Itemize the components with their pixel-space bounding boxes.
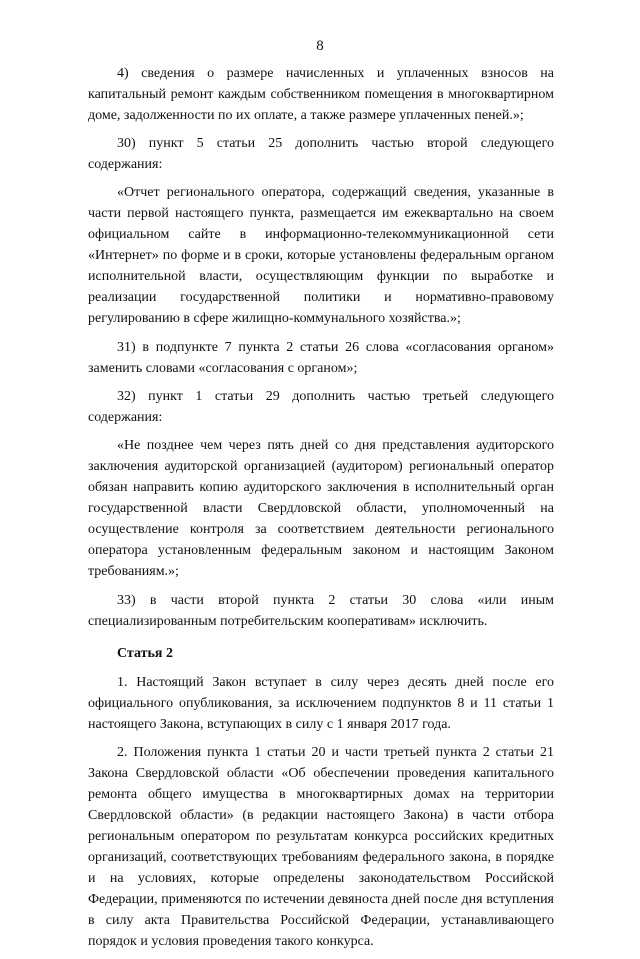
paragraph-quote-audit: «Не позднее чем через пять дней со дня представления аудиторского заключения аудиторской организацией (аудитором) региональный оператор обязан направить копию аудиторского заключения в исполнительный орган государственной власти Свердловской области, уполномоченный на осуществление контроля за соответствием деятельности регионального оператора установленным федеральным законом и настоящим Законом требованиям.»; bbox=[88, 438, 554, 579]
paragraph-amendment-32: 32) пункт 1 статьи 29 дополнить частью третьей следующего содержания: bbox=[88, 389, 554, 425]
document-body bbox=[88, 63, 554, 959]
paragraph-amendment-30: 30) пункт 5 статьи 25 дополнить частью второй следующего содержания: bbox=[88, 136, 554, 172]
paragraph-item-4-info: 4) сведения о размере начисленных и уплаченных взносов на капитальный ремонт каждым собственником помещения в многоквартирном доме, задолженности по их оплате, а также размере уплаченных пеней.»; bbox=[88, 66, 554, 123]
paragraph-amendment-31: 31) в подпункте 7 пункта 2 статьи 26 слова «согласования органом» заменить словами «согласования с органом»; bbox=[88, 340, 554, 376]
page-number: 8 bbox=[316, 38, 324, 54]
article-heading: Статья 2 bbox=[117, 646, 173, 661]
paragraph-article2-clause1: 1. Настоящий Закон вступает в силу через десять дней после его официального опубликования, за исключением подпунктов 8 и 11 статьи 1 настоящего Закона, вступающих в силу с 1 января 2017 года. bbox=[88, 675, 554, 732]
paragraph-amendment-33: 33) в части второй пункта 2 статьи 30 слова «или иным специализированным потребительским кооперативам» исключить. bbox=[88, 593, 554, 629]
paragraph-article2-clause2: 2. Положения пункта 1 статьи 20 и части третьей пункта 2 статьи 21 Закона Свердловской области «Об обеспечении проведения капитального ремонта общего имущества в многоквартирных домах на территории Свердловской области» (в редакции настоящего Закона) в части отбора региональным оператором по результатам конкурса российских кредитных организаций, соответствующих требованиям федерального закона, в порядке и на условиях, которые определены законодательством Российской Федерации, применяются по истечении девяноста дней после дня вступления в силу акта Правительства Российской Федерации, устанавливающего порядок и условия проведения такого конкурса. bbox=[88, 745, 554, 949]
paragraph-quote-operator-report: «Отчет регионального оператора, содержащий сведения, указанные в части первой настоящего пункта, размещается им ежеквартально на своем официальном сайте в информационно-телекоммуникационной сети «Интернет» по форме и в сроки, которые установлены федеральным органом исполнительной власти, осуществляющим функции по выработке и реализации государственной политики и нормативно-правовому регулированию в сфере жилищно-коммунального хозяйства.»; bbox=[88, 185, 554, 326]
